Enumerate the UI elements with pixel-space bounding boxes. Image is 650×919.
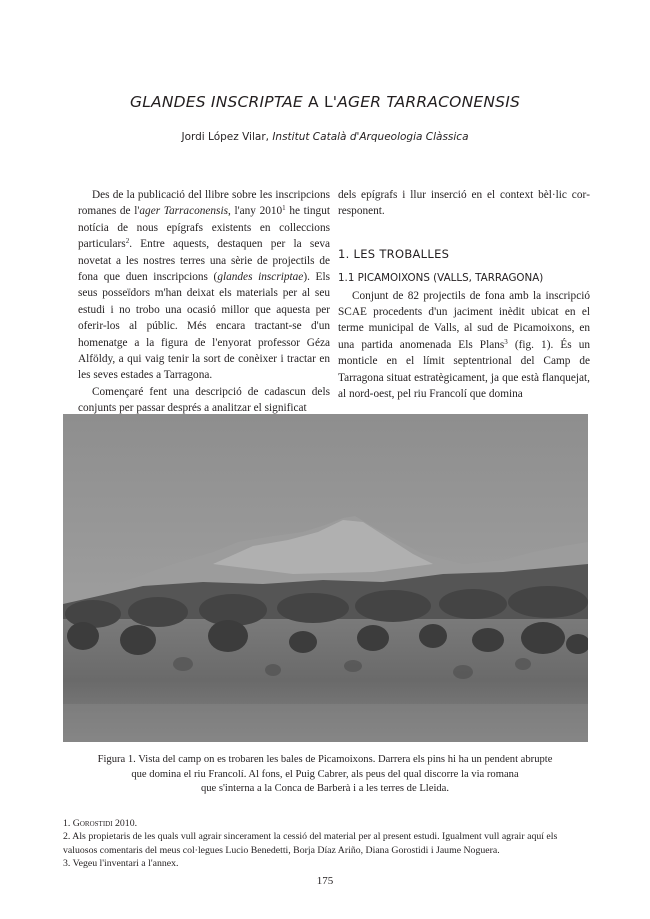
footnote-number: 1. <box>63 818 73 829</box>
caption-line: que domina el riu Francolí. Al fons, el Puig Cabrer, als peus del qual discorre la via romana <box>131 768 519 780</box>
footnote: valuosos comentaris del meus col·legues Lucio Benedetti, Borja Díaz Ariño, Diana Gorostidi i Jaume Noguera. <box>63 844 500 856</box>
landscape-photo-drawing <box>63 414 588 742</box>
paragraph <box>78 187 330 384</box>
title-connector: A L' <box>302 93 338 111</box>
italic-text-run: ager Tarraconensis <box>139 205 228 218</box>
caption-line: Figura 1. Vista del camp on es trobaren les bales de Picamoixons. Darrera els pins hi ha un pendent abrupte <box>97 754 553 765</box>
caption-line: que s'interna a la Conca de Barberà i a les terres de Lleida. <box>200 783 450 795</box>
text-run: , l'any 2010 <box>227 205 283 218</box>
paragraph-continuation: dels epígrafs i llur inserció en el context bèl·lic corresponent. <box>338 189 590 218</box>
footnotes <box>63 817 593 871</box>
footnote: 3. Vegeu l'inventari a l'annex. <box>63 858 179 870</box>
footnote-ref: 1 <box>282 204 286 213</box>
article-title <box>0 93 650 111</box>
text-run: Conjunt de 82 projectils de fona amb la inscripció SCAE procedents d'un jaciment inèdit ubicat en el terme municipal de Valls, al sud de Picamoixons, en una partida anomenada Els Plans <box>338 289 590 351</box>
footnote: 2. Als propietaris de les quals vull agrair sincerament la cessió del material per al present estudi. Igualment vull agrair aquí els <box>63 831 558 843</box>
title-italic-part: GLANDES INSCRIPTAE <box>129 93 303 111</box>
left-column <box>78 187 330 417</box>
footnote-author: Gorostidi <box>72 818 113 829</box>
italic-text-run: glandes inscriptae <box>217 271 304 284</box>
text-run: . Entre aquests, destaquen per la seva novetat a les nostres terres una sèrie de projectils de fona que duen inscripcions ( <box>78 238 330 284</box>
footnote <box>63 817 593 830</box>
text-run: (fig. 1). És un monticle en el límit septentrional del Camp de Tarragona situat estratègicament, ja que està flanquejat, al nord-oest, pel riu Francolí que domina <box>338 338 590 401</box>
right-column <box>338 187 590 402</box>
text-run: Des de la publicació del llibre sobre les inscripcions romanes de l' <box>78 189 330 218</box>
author-line <box>0 131 650 143</box>
figure-caption <box>80 753 570 797</box>
text-run: he tingut notícia de nous epígrafs existents en colleccions particulars <box>78 205 330 251</box>
text-run: ). Els seus posseïdors m'han deixat els materials per al seu estudi i no trobo una ocasió millor que aquesta per oferir-los al públic. Més encara tractant-se d'un homenatge a la figura de l'enyorat professor Géza Alföldy, a qui vaig tenir la sort de conèixer i tractar en les seves estades a Tarragona. <box>78 271 330 382</box>
title-italic-part-2: AGER TARRACONENSIS <box>337 93 521 111</box>
footnote-text: 2010. <box>112 818 138 829</box>
subsection-heading: 1.1 PICAMOIXONS (VALLS, TARRAGONA) <box>338 272 544 285</box>
author-affiliation: Institut Català d'Arqueologia Clàssica <box>272 131 469 143</box>
section-heading: 1. LES TROBALLES <box>338 246 450 261</box>
footnote-ref: 3 <box>504 337 508 346</box>
paragraph <box>338 288 590 403</box>
page-number: 175 <box>316 875 334 887</box>
landscape-photo <box>63 414 588 742</box>
author-name: Jordi López Vilar, <box>181 131 273 143</box>
paragraph: Començaré fent una descripció de cadascun dels conjunts per passar després a analitzar el significat <box>78 385 330 415</box>
footnote-ref: 2 <box>125 237 130 246</box>
